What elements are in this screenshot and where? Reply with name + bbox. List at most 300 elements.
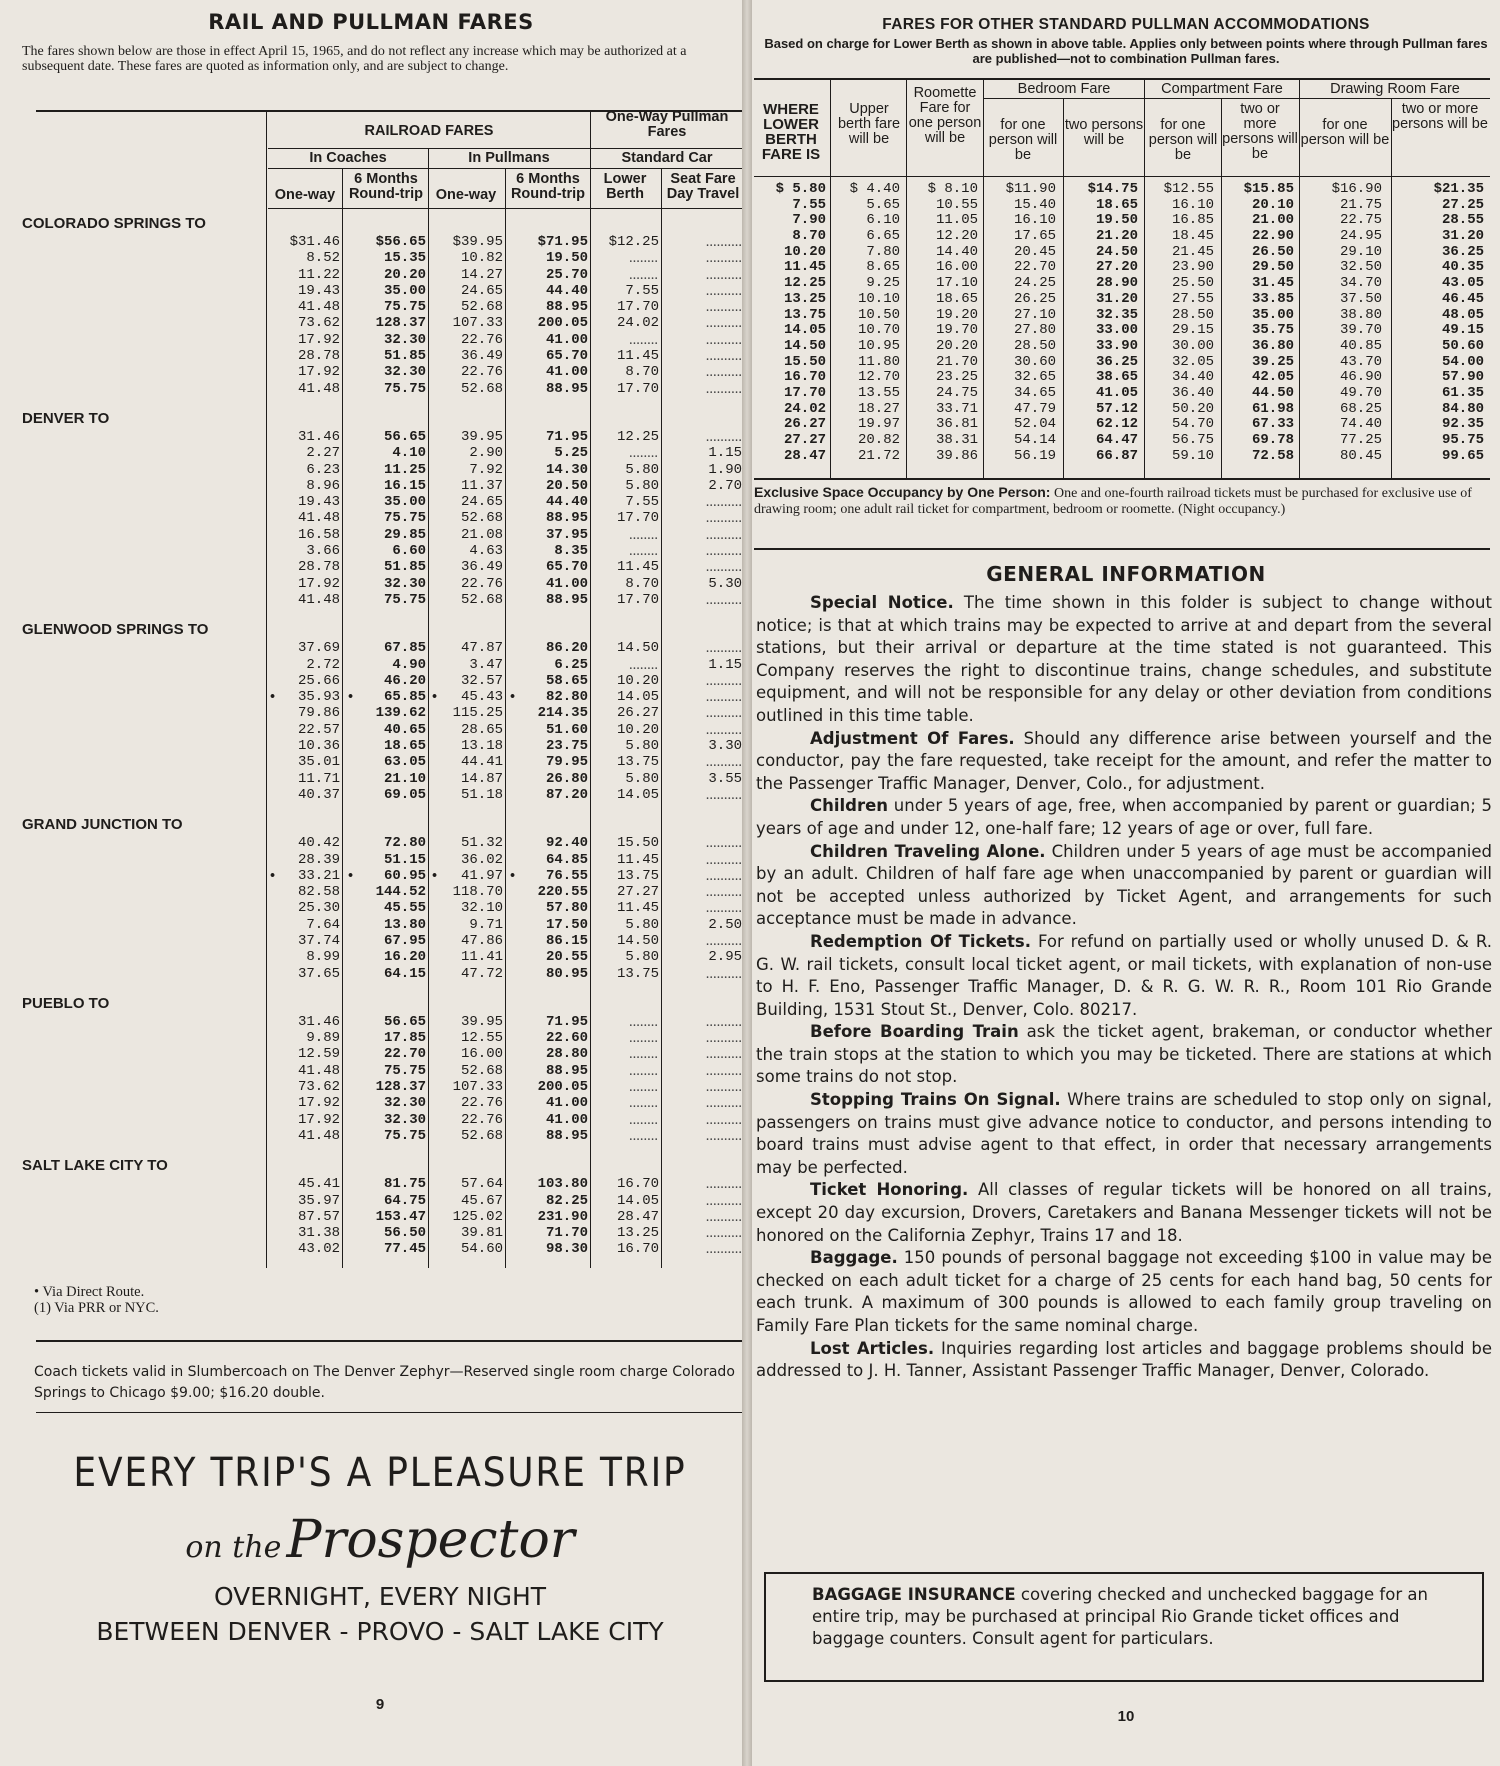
fare-c1: 17.92 xyxy=(297,364,340,381)
fare-roomette: 21.70 xyxy=(935,353,978,370)
fare-comp2: 33.85 xyxy=(1251,290,1294,307)
fare-draw2: 50.60 xyxy=(1441,337,1484,354)
fare-p2: 98.30 xyxy=(545,1241,588,1258)
fare-lb: 14.05 xyxy=(616,786,659,803)
fare-draw1: 68.25 xyxy=(1339,400,1382,417)
fare-p2: 64.85 xyxy=(545,851,588,868)
fare-lower: 8.70 xyxy=(792,228,826,245)
fare-bed2: 19.50 xyxy=(1095,212,1138,229)
fare-c2: 4.90 xyxy=(392,656,426,673)
fare-p2: 87.20 xyxy=(545,786,588,803)
fare-c1: 40.37 xyxy=(297,786,340,803)
fare-c2: 81.75 xyxy=(383,1176,426,1193)
fare-c1: 9.89 xyxy=(306,1030,340,1047)
general-paragraph xyxy=(756,1021,1492,1089)
fare-p1: 32.10 xyxy=(460,900,503,917)
empty-cell-dots: ........ xyxy=(629,250,658,267)
fare-draw2: 48.05 xyxy=(1441,306,1484,323)
empty-cell-dots: .......... xyxy=(705,1062,742,1079)
fare-p1: 11.37 xyxy=(460,477,503,494)
fare-p2: 41.00 xyxy=(545,1111,588,1128)
fare-comp1: 34.40 xyxy=(1171,369,1214,386)
column-rule xyxy=(428,148,429,1268)
fare-p2: 200.05 xyxy=(537,315,588,332)
fare-draw1: 38.80 xyxy=(1339,306,1382,323)
direct-route-bullet: • xyxy=(510,689,516,706)
empty-cell-dots: .......... xyxy=(705,559,742,576)
paragraph-heading: Baggage. xyxy=(810,1248,898,1268)
fare-c1: 37.65 xyxy=(297,965,340,982)
fare-comp1: 18.45 xyxy=(1171,228,1214,245)
fare-comp2: 26.50 xyxy=(1251,243,1294,260)
fare-c1: 8.96 xyxy=(306,477,340,494)
fare-c1: $31.46 xyxy=(289,234,340,250)
fare-roomette: 23.25 xyxy=(935,369,978,386)
slumbercoach-note: Coach tickets valid in Slumbercoach on The Denver Zephyr—Reserved single room charge Colorado Springs to Chicago $9.00; $16.20 double. xyxy=(34,1364,735,1401)
fare-p2: 71.70 xyxy=(545,1225,588,1242)
fare-comp1: 25.50 xyxy=(1171,275,1214,292)
fare-c1: 31.46 xyxy=(297,1013,340,1030)
empty-cell-dots: ........ xyxy=(629,526,658,543)
fare-p1: 47.72 xyxy=(460,965,503,982)
fare-c1: 31.46 xyxy=(297,428,340,445)
fare-draw1: 40.85 xyxy=(1339,337,1382,354)
empty-cell-dots: .......... xyxy=(705,299,742,316)
table-row xyxy=(754,323,1490,339)
fare-p1: 115.25 xyxy=(452,705,503,722)
column-rule xyxy=(830,78,831,478)
paragraph-heading: Ticket Honoring. xyxy=(810,1180,969,1200)
fare-c1: 25.30 xyxy=(297,900,340,917)
paragraph-text: ask the ticket agent, brakeman, or conductor whether the train stops at the station to which you may be ticketed. There are stations at which some trains do not stop. xyxy=(756,1022,1492,1087)
fare-c2: 144.52 xyxy=(375,884,426,901)
table-header xyxy=(22,110,742,210)
fare-c1: 12.59 xyxy=(297,1046,340,1063)
fare-p1: 7.92 xyxy=(469,461,503,478)
column-rule xyxy=(342,168,343,1268)
fare-bed1: 15.40 xyxy=(1013,196,1056,213)
fare-sf: 2.95 xyxy=(708,949,742,966)
empty-cell-dots: .......... xyxy=(705,526,742,543)
table-row xyxy=(22,771,742,787)
header-coach-round-trip: 6 Months Round-trip xyxy=(348,171,424,202)
fare-draw1: 74.40 xyxy=(1339,416,1382,433)
fare-c1: 10.36 xyxy=(297,738,340,755)
table-row xyxy=(22,445,742,461)
fare-c1: 40.42 xyxy=(297,835,340,852)
fare-comp1: 36.40 xyxy=(1171,384,1214,401)
ad-headline: EVERY TRIP'S A PLEASURE TRIP xyxy=(73,1450,687,1496)
fare-bed1: 27.80 xyxy=(1013,322,1056,339)
footnotes xyxy=(34,1284,159,1316)
fare-comp1: 56.75 xyxy=(1171,432,1214,448)
fare-p2: 14.30 xyxy=(545,461,588,478)
fare-p2: 28.80 xyxy=(545,1046,588,1063)
fare-p1: 22.76 xyxy=(460,1095,503,1112)
empty-cell-dots: ........ xyxy=(629,445,658,462)
fare-roomette: 16.00 xyxy=(935,259,978,276)
empty-cell-dots: .......... xyxy=(705,1127,742,1144)
fare-lower: 13.75 xyxy=(783,306,826,323)
fare-draw1: 32.50 xyxy=(1339,259,1382,276)
empty-cell-dots: .......... xyxy=(705,380,742,397)
fare-c2: 20.20 xyxy=(383,266,426,283)
fare-lb: 28.47 xyxy=(616,1208,659,1225)
fare-p1: 45.67 xyxy=(460,1192,503,1209)
fare-lower: 14.05 xyxy=(783,322,826,339)
fare-bed1: 17.65 xyxy=(1013,228,1056,245)
table-row xyxy=(22,1193,742,1209)
empty-cell-dots: .......... xyxy=(705,900,742,917)
fare-lower: 10.20 xyxy=(783,243,826,260)
fare-comp2: $15.85 xyxy=(1243,181,1294,197)
fare-p2: 44.40 xyxy=(545,282,588,299)
fare-p2: 19.50 xyxy=(545,250,588,267)
table-row xyxy=(22,559,742,575)
fare-roomette: 39.86 xyxy=(935,447,978,464)
fare-comp1: 59.10 xyxy=(1171,447,1214,464)
fare-draw2: 43.05 xyxy=(1441,275,1484,292)
fare-c1: 2.72 xyxy=(306,656,340,673)
fare-p1: 3.47 xyxy=(469,656,503,673)
fare-upper: 18.27 xyxy=(857,400,900,417)
fare-section xyxy=(22,620,742,803)
empty-cell-dots: .......... xyxy=(705,1079,742,1096)
fare-p2: 200.05 xyxy=(537,1079,588,1096)
fare-p1: 36.49 xyxy=(460,348,503,365)
general-paragraph xyxy=(756,592,1492,728)
table-row xyxy=(22,381,742,397)
book-gutter xyxy=(742,0,752,1766)
fare-p2: 86.20 xyxy=(545,640,588,657)
general-paragraph xyxy=(756,931,1492,1021)
table-row xyxy=(22,933,742,949)
empty-cell-dots: .......... xyxy=(705,705,742,722)
fare-c2: 63.05 xyxy=(383,754,426,771)
fare-bed1: 27.10 xyxy=(1013,306,1056,323)
fare-sf: 2.70 xyxy=(708,477,742,494)
empty-cell-dots: .......... xyxy=(705,1095,742,1112)
fare-comp2: 42.05 xyxy=(1251,369,1294,386)
fare-comp1: 16.85 xyxy=(1171,212,1214,229)
intro-text: The fares shown below are those in effect April 15, 1965, and do not reflect any increase which may be authorized at a subsequent date. These fares are quoted as information only, and are subject to change. xyxy=(22,44,687,74)
table-row xyxy=(22,462,742,478)
fare-p2: 79.95 xyxy=(545,754,588,771)
fare-p2: 88.95 xyxy=(545,299,588,316)
fare-lower: 24.02 xyxy=(783,400,826,417)
insurance-text: covering checked and unchecked baggage for an entire trip, may be purchased at principal Rio Grande ticket offices and baggage counters. Consult agent for particulars. xyxy=(812,1585,1428,1648)
table-row xyxy=(22,949,742,965)
page-number: 10 xyxy=(1117,1708,1135,1725)
fare-comp1: 23.90 xyxy=(1171,259,1214,276)
fare-c1: 19.43 xyxy=(297,494,340,511)
fare-p1: 21.08 xyxy=(460,526,503,543)
fare-comp2: 72.58 xyxy=(1251,447,1294,464)
fare-bed2: 24.50 xyxy=(1095,243,1138,260)
empty-cell-dots: .......... xyxy=(705,591,742,608)
paragraph-heading: Children Traveling Alone. xyxy=(810,841,1046,861)
fare-p1: 4.63 xyxy=(469,543,503,560)
fare-c2: 17.85 xyxy=(383,1030,426,1047)
empty-cell-dots: .......... xyxy=(705,867,742,884)
fare-c2: 51.85 xyxy=(383,348,426,365)
section-title: SALT LAKE CITY TO xyxy=(22,1157,168,1175)
fare-bed1: 28.50 xyxy=(1013,337,1056,354)
table-row xyxy=(754,308,1490,324)
fare-p1: 52.68 xyxy=(460,299,503,316)
table-row xyxy=(22,1241,742,1257)
fare-p2: 65.70 xyxy=(545,348,588,365)
empty-cell-dots: ........ xyxy=(629,266,658,283)
table-row xyxy=(22,917,742,933)
divider xyxy=(36,1340,742,1342)
fare-roomette: 38.31 xyxy=(935,432,978,448)
header-lower-berth: Lower Berth xyxy=(603,171,647,202)
empty-cell-dots: .......... xyxy=(705,234,742,250)
fare-roomette: $ 8.10 xyxy=(927,181,978,197)
fare-p1: 47.86 xyxy=(460,932,503,949)
table-row xyxy=(754,386,1490,402)
fare-draw1: 34.70 xyxy=(1339,275,1382,292)
fare-lower: 28.47 xyxy=(783,447,826,464)
fare-p1: 52.68 xyxy=(460,380,503,397)
fare-lb: 11.45 xyxy=(616,851,659,868)
footnote-direct-route: • Via Direct Route. xyxy=(34,1284,145,1300)
ad-prospector: Prospector xyxy=(286,1510,575,1570)
empty-cell-dots: .......... xyxy=(705,315,742,332)
header-compartment-one: for one person will be xyxy=(1148,117,1218,163)
fare-p1: 11.41 xyxy=(460,949,503,966)
fare-c2: 32.30 xyxy=(383,1095,426,1112)
fare-lb: 12.25 xyxy=(616,428,659,445)
fare-c2: 32.30 xyxy=(383,364,426,381)
empty-cell-dots: ........ xyxy=(629,1062,658,1079)
column-rule xyxy=(1299,78,1300,478)
table-row xyxy=(22,966,742,982)
fare-p2: 80.95 xyxy=(545,965,588,982)
column-rule xyxy=(505,168,506,1268)
empty-cell-dots: ........ xyxy=(629,543,658,560)
column-rule xyxy=(1391,98,1392,478)
fare-bed2: 62.12 xyxy=(1095,416,1138,433)
fare-p1: 54.60 xyxy=(460,1241,503,1258)
fare-p1: 47.87 xyxy=(460,640,503,657)
section-title: DENVER TO xyxy=(22,409,110,427)
table-row xyxy=(22,1225,742,1241)
insurance-heading: BAGGAGE INSURANCE xyxy=(812,1585,1016,1604)
fare-p1: 51.18 xyxy=(460,786,503,803)
fare-upper: 11.80 xyxy=(857,353,900,370)
fare-c2: 72.80 xyxy=(383,835,426,852)
fare-p2: 6.25 xyxy=(554,656,588,673)
fare-bed2: 27.20 xyxy=(1095,259,1138,276)
empty-cell-dots: ........ xyxy=(629,1079,658,1096)
fare-lb: 14.50 xyxy=(616,932,659,949)
table-row xyxy=(22,1014,742,1030)
table-row xyxy=(22,299,742,315)
fare-c2: 64.15 xyxy=(383,965,426,982)
empty-cell-dots: .......... xyxy=(705,721,742,738)
fare-upper: 7.80 xyxy=(866,243,900,260)
fare-c1: 43.02 xyxy=(297,1241,340,1258)
fare-comp1: 32.05 xyxy=(1171,353,1214,370)
empty-cell-dots: .......... xyxy=(705,640,742,657)
ad-route: BETWEEN DENVER - PROVO - SALT LAKE CITY xyxy=(96,1617,664,1646)
fare-c1: 73.62 xyxy=(297,315,340,332)
general-paragraph xyxy=(756,1179,1492,1247)
fare-lb: 11.45 xyxy=(616,900,659,917)
fare-bed1: 54.14 xyxy=(1013,432,1056,448)
fare-c2: 60.95 xyxy=(383,867,426,884)
fare-p1: 107.33 xyxy=(452,315,503,332)
fare-lower: 17.70 xyxy=(783,384,826,401)
paragraph-text: Children under 5 years of age must be accompanied by an adult. Children of half fare age when unaccompanied by parent or guardian will not be accepted unless authorized by Ticket Agent, and arrangements for such acceptance must be made in advance. xyxy=(756,841,1493,929)
fare-upper: 10.70 xyxy=(857,322,900,339)
fare-c1: 35.01 xyxy=(297,754,340,771)
fare-draw1: 22.75 xyxy=(1339,212,1382,229)
fare-roomette: 36.81 xyxy=(935,416,978,433)
fare-bed1: 34.65 xyxy=(1013,384,1056,401)
empty-cell-dots: .......... xyxy=(705,1225,742,1242)
fare-c2: 16.20 xyxy=(383,949,426,966)
table-row xyxy=(22,852,742,868)
direct-route-bullet: • xyxy=(510,867,516,884)
table-row xyxy=(22,348,742,364)
fare-p1: 12.55 xyxy=(460,1030,503,1047)
table-row xyxy=(754,229,1490,245)
fare-p2: 26.80 xyxy=(545,770,588,787)
fare-bed1: 16.10 xyxy=(1013,212,1056,229)
fare-c1: 11.71 xyxy=(297,770,340,787)
fare-comp2: 20.10 xyxy=(1251,196,1294,213)
fare-lower: 16.70 xyxy=(783,369,826,386)
fare-c1: 41.48 xyxy=(297,1127,340,1144)
fare-lb: 5.80 xyxy=(625,916,659,933)
fare-p2: 86.15 xyxy=(545,932,588,949)
fare-c2: 32.30 xyxy=(383,575,426,592)
fare-lb: 7.55 xyxy=(625,282,659,299)
fare-p1: 125.02 xyxy=(452,1208,503,1225)
fare-roomette: 11.05 xyxy=(935,212,978,229)
fare-p1: 32.57 xyxy=(460,672,503,689)
table-row xyxy=(22,722,742,738)
fare-upper: 13.55 xyxy=(857,384,900,401)
paragraph-heading: Special Notice. xyxy=(810,593,954,612)
fare-draw2: 95.75 xyxy=(1441,432,1484,448)
fare-p1: 28.65 xyxy=(460,721,503,738)
table-row xyxy=(22,364,742,380)
fare-p2: 58.65 xyxy=(545,672,588,689)
fare-sf: 5.30 xyxy=(708,575,742,592)
paragraph-heading: Lost Articles. xyxy=(810,1338,935,1358)
fare-upper: 8.65 xyxy=(866,259,900,276)
fare-c1: 17.92 xyxy=(297,575,340,592)
header-coach-one-way: One-way xyxy=(274,187,336,203)
fare-p1: 36.49 xyxy=(460,559,503,576)
fare-p2: 37.95 xyxy=(545,526,588,543)
fare-sf: 3.55 xyxy=(708,770,742,787)
ad-on-the: on the xyxy=(185,1530,282,1565)
fare-p1: 22.76 xyxy=(460,1111,503,1128)
fare-p1: 16.00 xyxy=(460,1046,503,1063)
table-row xyxy=(22,705,742,721)
fare-c1: 37.69 xyxy=(297,640,340,657)
empty-cell-dots: .......... xyxy=(705,494,742,511)
fare-p2: 51.60 xyxy=(545,721,588,738)
accommodations-rows xyxy=(754,178,1490,464)
fare-p2: 231.90 xyxy=(537,1208,588,1225)
fare-p1: 24.65 xyxy=(460,282,503,299)
fare-c1: 11.22 xyxy=(297,266,340,283)
fare-p2: 17.50 xyxy=(545,916,588,933)
fare-sf: 2.50 xyxy=(708,916,742,933)
empty-cell-dots: .......... xyxy=(705,1208,742,1225)
paragraph-text: Inquiries regarding lost articles and baggage problems should be addressed to J. H. Tanner, Assistant Passenger Traffic Manager, Denver, Colorado. xyxy=(756,1338,1492,1381)
empty-cell-dots: ........ xyxy=(629,1013,658,1030)
fare-c1: 25.66 xyxy=(297,672,340,689)
fare-draw1: 80.45 xyxy=(1339,447,1382,464)
fare-upper: 12.70 xyxy=(857,369,900,386)
fare-c2: 128.37 xyxy=(375,1079,426,1096)
fare-c1: 28.78 xyxy=(297,348,340,365)
fare-bed2: 36.25 xyxy=(1095,353,1138,370)
fare-draw2: 99.65 xyxy=(1441,447,1484,464)
fare-roomette: 19.70 xyxy=(935,322,978,339)
fare-c2: $56.65 xyxy=(375,234,426,250)
fare-c1: 7.64 xyxy=(306,916,340,933)
table-row xyxy=(754,370,1490,386)
fare-c1: 79.86 xyxy=(297,705,340,722)
fare-c2: 128.37 xyxy=(375,315,426,332)
header-compartment: Compartment Fare xyxy=(1161,81,1283,97)
fare-p2: 214.35 xyxy=(537,705,588,722)
table-row xyxy=(22,267,742,283)
fare-p2: $71.95 xyxy=(537,234,588,250)
exclusive-label: Exclusive Space Occupancy by One Person: xyxy=(754,484,1051,500)
fare-c1: 19.43 xyxy=(297,282,340,299)
fare-c1: 3.66 xyxy=(306,543,340,560)
fare-sf: 1.15 xyxy=(708,445,742,462)
table-row xyxy=(22,1079,742,1095)
fare-c2: 35.00 xyxy=(383,494,426,511)
paragraph-heading: Adjustment Of Fares. xyxy=(810,728,1015,748)
fare-lb: 8.70 xyxy=(625,364,659,381)
fare-p1: 118.70 xyxy=(452,884,503,901)
section-title: GLENWOOD SPRINGS TO xyxy=(22,621,209,639)
fare-roomette: 19.20 xyxy=(935,306,978,323)
fare-c1: 28.39 xyxy=(297,851,340,868)
fare-bed2: 33.90 xyxy=(1095,337,1138,354)
column-rule xyxy=(1063,98,1064,478)
fare-lower: 7.90 xyxy=(792,212,826,229)
fare-c1: 33.21 xyxy=(297,867,340,884)
fare-bed1: 24.25 xyxy=(1013,275,1056,292)
fare-lb: 7.55 xyxy=(625,494,659,511)
fare-bed2: $14.75 xyxy=(1087,181,1138,197)
table-row xyxy=(22,510,742,526)
header-rule xyxy=(984,98,1490,99)
fare-c1: 41.48 xyxy=(297,1062,340,1079)
empty-cell-dots: .......... xyxy=(705,1030,742,1047)
fare-c2: 15.35 xyxy=(383,250,426,267)
empty-cell-dots: .......... xyxy=(705,1241,742,1258)
footnote-prr-nyc: (1) Via PRR or NYC. xyxy=(34,1300,159,1316)
fare-p1: 36.02 xyxy=(460,851,503,868)
fare-p1: 51.32 xyxy=(460,835,503,852)
fare-c2: 65.85 xyxy=(383,689,426,706)
fare-lb: 14.05 xyxy=(616,1192,659,1209)
fare-lb: 5.80 xyxy=(625,949,659,966)
